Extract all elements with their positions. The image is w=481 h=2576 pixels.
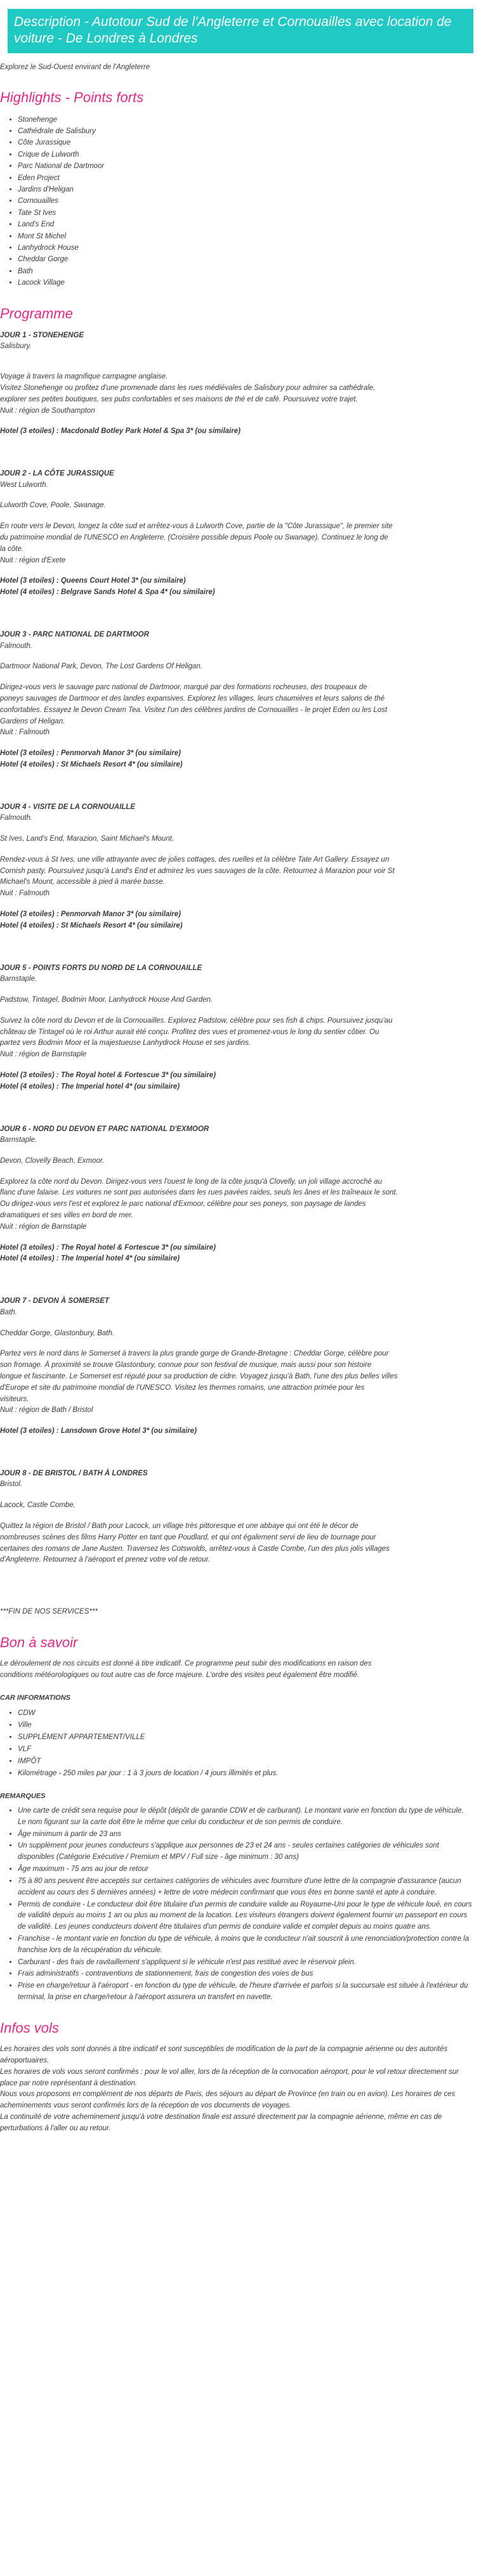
highlight-item: • Cheddar Gorge xyxy=(18,254,472,265)
bon-a-savoir-line: conditions météorologiques ou tout autre cas de force majeure. L'ordre des visites peut également être modifié. xyxy=(0,1671,360,1680)
programme-heading: Programme xyxy=(0,305,73,321)
day-text-line: partez vers Bodmin Moor et la majestueuse Lanhydrock House et ses jardins. xyxy=(0,1039,251,1047)
remarks-list xyxy=(0,1806,472,2003)
day-text-line: flanc d'une falaise. Les voitures ne sont pas autorisées dans les rues pavées raides, seuls les ânes et les traîneaux le sont. xyxy=(0,1189,398,1197)
bon-a-savoir-intro xyxy=(0,1659,472,1681)
car-info-item: • VLF xyxy=(18,1744,472,1756)
day-place: West Lulworth. xyxy=(0,481,48,489)
infos-vols-paragraph: Nous vous proposons en complément de nos départs de Paris, des séjours au départ de Province (en train ou en avion). Les horaires de ces acheminements vous seront confirmés lors de la réception de vos documents de voyages. xyxy=(0,2090,456,2110)
bon-a-savoir-heading: Bon à savoir xyxy=(0,1634,78,1651)
day-visits: Dartmoor National Park, Devon, The Lost Gardens Of Heligan. xyxy=(0,663,202,671)
highlight-item: • Stonehenge xyxy=(18,114,472,126)
day-text-line: son fromage. À proximité se trouve Glastonbury, connue pour son festival de musique, mais aussi pour son histoire xyxy=(0,1361,372,1369)
day-place: Salisbury. xyxy=(0,342,32,351)
bon-a-savoir-line: Le déroulement de nos circuits est donné à titre indicatif. Ce programme peut subir des modifications en raison des xyxy=(0,1660,372,1668)
day-text-line: Quittez la région de Bristol / Bath pour Lacock, un village très pittoresque et une abbaye qui ont été le décor de xyxy=(0,1522,359,1531)
day-place: Bristol. xyxy=(0,1480,23,1489)
day-visits: Lulworth Cove, Poole, Swanage. xyxy=(0,502,106,510)
day-visits: Padstow, Tintagel, Bodmin Moor, Lanhydrock House And Garden. xyxy=(0,995,213,1004)
highlight-item: • Côte Jurassique xyxy=(18,137,472,148)
day-text-line: Nuit : région de Southampton xyxy=(0,406,95,415)
highlight-item: • Eden Project xyxy=(18,172,472,184)
infos-vols-paragraph: Les horaires de vols vous seront confirmés : pour le vol aller, lors de la réception de la convocation aéroport, pour le vol retour directement sur place par notre représentant à destination. xyxy=(0,2068,459,2087)
day-text-line: Gardens of Heligan. xyxy=(0,717,65,725)
highlight-item: • Crique de Lulworth xyxy=(18,149,472,160)
hotel-line: Hotel (3 etoiles) : Macdonald Botley Park Hotel & Spa 3* (ou similaire) xyxy=(0,427,240,436)
day-text-line: nombreuses scènes des films Harry Potter en tant que Poudlard, et qui ont également servi de lieu de tournage pour xyxy=(0,1533,376,1541)
infos-vols-heading: Infos vols xyxy=(0,2019,59,2036)
day-text-line: dramatiques et ses villes en bord de mer. xyxy=(0,1212,133,1220)
day-block xyxy=(0,1123,472,1296)
highlight-item: • Cornouailles xyxy=(18,195,472,207)
remark-item: • Une carte de crédit sera requise pour le dépôt (dépôt de garantie CDW et de carburant). Le montant varie en fonction du type de véhicule. Le nom figurant sur la carte doit être le même que celui du conducteur et de son permis de conduire. xyxy=(18,1806,472,1828)
day-title: JOUR 1 - STONEHENGE xyxy=(0,331,84,339)
hotel-line: Hotel (3 etoiles) : The Royal hotel & Fortescue 3* (ou similaire) xyxy=(0,1071,216,1079)
day-text-line: Nuit : région de Barnstaple xyxy=(0,1222,87,1231)
hotel-line: Hotel (3 etoiles) : Penmorvah Manor 3* (ou similaire) xyxy=(0,910,181,919)
day-block xyxy=(0,962,472,1123)
highlights-heading: Highlights - Points forts xyxy=(0,89,144,106)
day-title: JOUR 5 - POINTS FORTS DU NORD DE LA CORNOUAILLE xyxy=(0,964,202,972)
day-text-line: Nuit : Falmouth xyxy=(0,890,49,898)
highlight-item: • Cathédrale de Salisbury xyxy=(18,126,472,137)
day-title: JOUR 6 - NORD DU DEVON ET PARC NATIONAL D'EXMOOR xyxy=(0,1125,209,1133)
hotel-line: Hotel (3 etoiles) : Penmorvah Manor 3* (ou similaire) xyxy=(0,749,181,758)
day-text-line: Ou dirigez-vous vers l'est et explorez le parc national d'Exmoor, célèbre pour ses poneys, son paysage de landes xyxy=(0,1200,366,1208)
day-title: JOUR 2 - LA CÔTE JURASSIQUE xyxy=(0,470,114,478)
hotel-line: Hotel (3 etoiles) : Lansdown Grove Hotel 3* (ou similaire) xyxy=(0,1427,197,1435)
day-text-line: Dirigez-vous vers le sauvage parc national de Dartmoor, marqué par des formations rocheuses, des troupeaux de xyxy=(0,683,367,692)
remarks-heading: REMARQUES xyxy=(0,1792,46,1800)
day-title: JOUR 7 - DEVON À SOMERSET xyxy=(0,1297,109,1305)
highlights-list xyxy=(0,114,472,289)
day-visits: Lacock, Castle Combe. xyxy=(0,1501,76,1510)
day-text-line: Explorez la côte nord du Devon. Dirigez-vous vers l'ouest le long de la côte jusqu'à Clovelly, un joli village accroché au xyxy=(0,1177,382,1186)
day-text-line: Rendez-vous à St Ives, une ville attrayante avec de jolies cottages, des ruelles et la célèbre Tate Art Gallery. Essayez un xyxy=(0,855,390,864)
highlight-item: • Parc National de Dartmoor xyxy=(18,160,472,172)
day-title: JOUR 8 - DE BRISTOL / BATH À LONDRES xyxy=(0,1470,148,1477)
remark-item: • Un supplément pour jeunes conducteurs s'applique aux personnes de 23 et 24 ans - seules certaines catégories de véhicules sont disponibles (Catégorie Exécutive / Premium et MPV / Full size - âge minimum : 30 ans) xyxy=(18,1841,472,1863)
remark-item: • Frais administratifs - contraventions de stationnement, frais de congestion des voies de bus xyxy=(18,1969,472,1980)
car-info-heading: CAR INFORMATIONS xyxy=(0,1694,71,1702)
day-text-line: Suivez la côte nord du Devon et de la Cornouailles. Explorez Padstow, célèbre pour ses fish & chips. Poursuivez jusqu'au xyxy=(0,1016,393,1025)
car-info-item: • Ville xyxy=(18,1719,472,1731)
day-block xyxy=(0,330,472,468)
highlight-item: • Lanhydrock House xyxy=(18,242,472,254)
day-visits: St Ives, Land's End, Marazion, Saint Michael's Mount. xyxy=(0,835,175,843)
programme-days xyxy=(0,330,472,1596)
highlight-item: • Land's End xyxy=(18,219,472,230)
infos-vols-text xyxy=(0,2044,472,2135)
highlight-item: • Mont St Michel xyxy=(18,231,472,242)
remark-item: • 75 à 80 ans peuvent être acceptés sur certaines catégories de véhicules avec fourniture d'une lettre de la compagnie d'assurance (aucun accident au cours des 5 dernières années) + lettre de votre médecin confirmant que vous êtes en bonne santé et apte à conduire. xyxy=(18,1876,472,1899)
car-info-item: • Kilométrage - 250 miles par jour : 1 à 3 jours de location / 4 jours illimités et plus. xyxy=(18,1768,472,1780)
day-block xyxy=(0,468,472,629)
day-place: Barnstaple. xyxy=(0,975,37,983)
highlight-item: • Tate St Ives xyxy=(18,207,472,219)
day-text-line: explorer ses petites boutiques, ses pubs confortables et ses maisons de thé et de café. Poursuivez votre trajet. xyxy=(0,395,358,403)
day-text-line: du patrimoine mondial de l'UNESCO en Angleterre. (Croisière possible depuis Poole ou Swanage). Continuez le long de xyxy=(0,534,388,542)
day-visits: Cheddar Gorge, Glastonbury, Bath. xyxy=(0,1329,115,1337)
day-text-line: Michael's Mount, accessible à pied à marée basse. xyxy=(0,878,165,886)
day-place: Falmouth. xyxy=(0,814,33,822)
hotel-line: Hotel (4 etoiles) : St Michaels Resort 4* (ou similaire) xyxy=(0,761,183,768)
day-text-line: Nuit : Falmouth xyxy=(0,728,49,737)
highlight-item: • Jardins d'Heligan xyxy=(18,184,472,195)
remark-item: • Âge maximum - 75 ans au jour de retour xyxy=(18,1864,472,1875)
remark-item: • Prise en charge/retour à l'aéroport - en fonction du type de véhicule, de l'heure d'arrivée et parfois si la succursale est située à l'extérieur du terminal, la prise en charge/retour à l'aéroport assurera un transfert en navette. xyxy=(18,1981,472,2003)
infos-vols-paragraph: La continuité de votre acheminement jusqu'à votre destination finale est assuré directement par la compagnie aérienne, même en cas de perturbations à l'aller ou au retour. xyxy=(0,2113,442,2132)
day-place: Falmouth. xyxy=(0,642,33,650)
day-text-line: d'Europe et site du patrimoine mondial de l'UNESCO. Visitez les thermes romains, une attraction primée pour les xyxy=(0,1383,365,1392)
highlight-item: • Bath xyxy=(18,266,472,277)
day-text-line: d'Angleterre. Retournez à l'aéroport et prenez votre vol de retour. xyxy=(0,1556,211,1564)
day-text-line: poneys sauvages de Dartmoor et des landes expansives. Explorez les villages, leurs chaumières et leurs salons de thé xyxy=(0,694,385,702)
hotel-line: Hotel (3 etoiles) : The Royal hotel & Fortescue 3* (ou similaire) xyxy=(0,1243,216,1252)
day-text-line: château de Tintagel où le roi Arthur aurait été conçu. Profitez des vues et promenez-vous le long du sentier côtier. Ou xyxy=(0,1028,379,1036)
page xyxy=(0,9,481,2154)
day-block xyxy=(0,1468,472,1596)
car-info-list xyxy=(0,1707,472,1780)
day-place: Bath. xyxy=(0,1308,17,1316)
page-title: Description - Autotour Sud de l'Angleterre et Cornouailles avec location de voiture - De Londres à Londres xyxy=(8,9,473,53)
page-body xyxy=(0,62,481,2154)
hotel-line: Hotel (4 etoiles) : St Michaels Resort 4* (ou similaire) xyxy=(0,921,183,929)
day-text-line: Visitez Stonehenge ou profitez d'une promenade dans les rues médiévales de Salisbury pour admirer sa cathédrale, xyxy=(0,384,376,392)
day-text-line: Cornish pasty. Poursuivez jusqu'à Land's End et admirez les vues sauvages de la côte. Retournez à Marazion pour voir St xyxy=(0,867,395,875)
remark-item: • Âge minimum à partir de 23 ans xyxy=(18,1829,472,1841)
hotel-line: Hotel (4 etoiles) : The Imperial hotel 4* (ou similaire) xyxy=(0,1082,180,1091)
remark-item: • Franchise - le montant varie en fonction du type de véhicule, à moins que le conducteur n'ait souscrit à une renonciation/protection contre la franchise lors de la récupération du véhicule. xyxy=(18,1934,472,1957)
day-text-line: En route vers le Devon, longez la côte sud et arrêtez-vous à Lulworth Cove, partie de la "Côte Jurassique", le premier site xyxy=(0,522,393,531)
day-text-line: confortables. Essayez le Devon Cream Tea. Visitez l'un des célèbres jardins de Cornouailles - le projet Eden ou les Lost xyxy=(0,706,388,714)
car-info-item: • IMPÔT xyxy=(18,1756,472,1768)
day-text-line: Partez vers le nord dans le Somerset à travers la plus grande gorge de Grande-Bretagne : Cheddar Gorge, célèbre pour xyxy=(0,1350,389,1358)
day-text-line: longue et fascinante. Le Somerset est réputé pour sa production de cidre. Voyagez jusqu'à Bath, l'une des plus belles villes xyxy=(0,1372,398,1380)
day-text-line: Voyage à travers la magnifique campagne anglaise. xyxy=(0,373,168,381)
day-text-line: visiteurs. xyxy=(0,1395,29,1403)
day-place: Barnstaple. xyxy=(0,1136,37,1144)
day-title: JOUR 4 - VISITE DE LA CORNOUAILLE xyxy=(0,803,135,811)
day-text-line: Nuit : région de Barnstaple xyxy=(0,1051,87,1059)
day-block xyxy=(0,801,472,962)
day-text-line: Nuit : région d'Exete xyxy=(0,556,66,564)
highlight-item: • Lacock Village xyxy=(18,277,472,288)
page-subtitle: Explorez le Sud-Ouest envirant de l'Angleterre xyxy=(0,63,150,71)
hotel-line: Hotel (4 etoiles) : Belgrave Sands Hotel & Spa 4* (ou similaire) xyxy=(0,588,215,597)
end-note: ***FIN DE NOS SERVICES*** xyxy=(0,1608,98,1616)
day-block xyxy=(0,1295,472,1468)
day-visits: Devon, Clovelly Beach, Exmoor. xyxy=(0,1156,105,1165)
car-info-item: • SUPPLÉMENT APPARTEMENT/VILLE xyxy=(18,1731,472,1744)
hotel-line: Hotel (4 etoiles) : The Imperial hotel 4* (ou similaire) xyxy=(0,1255,180,1263)
remark-item: • Permis de conduire - Le conducteur doit être titulaire d'un permis de conduire valide au Royaume-Uni pour le type de véhicule loué, en cours de validité depuis au moins 1 an ou plus au moment de la location. Les visiteurs étrangers doivent également fournir un passeport en cours de validité. Les jeunes conducteurs doivent être titulaires d'un permis de conduire valide et complet depuis au moins quatre ans. xyxy=(18,1900,472,1933)
remark-item: • Carburant - des frais de ravitaillement s'appliquent si le véhicule n'est pas restitué avec le réservoir plein. xyxy=(18,1957,472,1969)
day-text-line: certaines des romans de Jane Austen. Traversez les Cotswolds, arrêtez-vous à Castle Combe, l'un des plus jolis villages xyxy=(0,1544,390,1553)
car-info-item: • CDW xyxy=(18,1707,472,1719)
day-text-line: la côte. xyxy=(0,545,24,553)
day-title: JOUR 3 - PARC NATIONAL DE DARTMOOR xyxy=(0,631,149,639)
infos-vols-paragraph: Les horaires des vols sont donnés à titre indicatif et sont susceptibles de modification de la part de la compagnie aérienne ou des autorités aéroportuaires. xyxy=(0,2045,448,2065)
day-block xyxy=(0,629,472,801)
hotel-line: Hotel (3 etoiles) : Queens Court Hotel 3* (ou similaire) xyxy=(0,577,186,585)
day-text-line: Nuit : région de Bath / Bristol xyxy=(0,1406,93,1414)
